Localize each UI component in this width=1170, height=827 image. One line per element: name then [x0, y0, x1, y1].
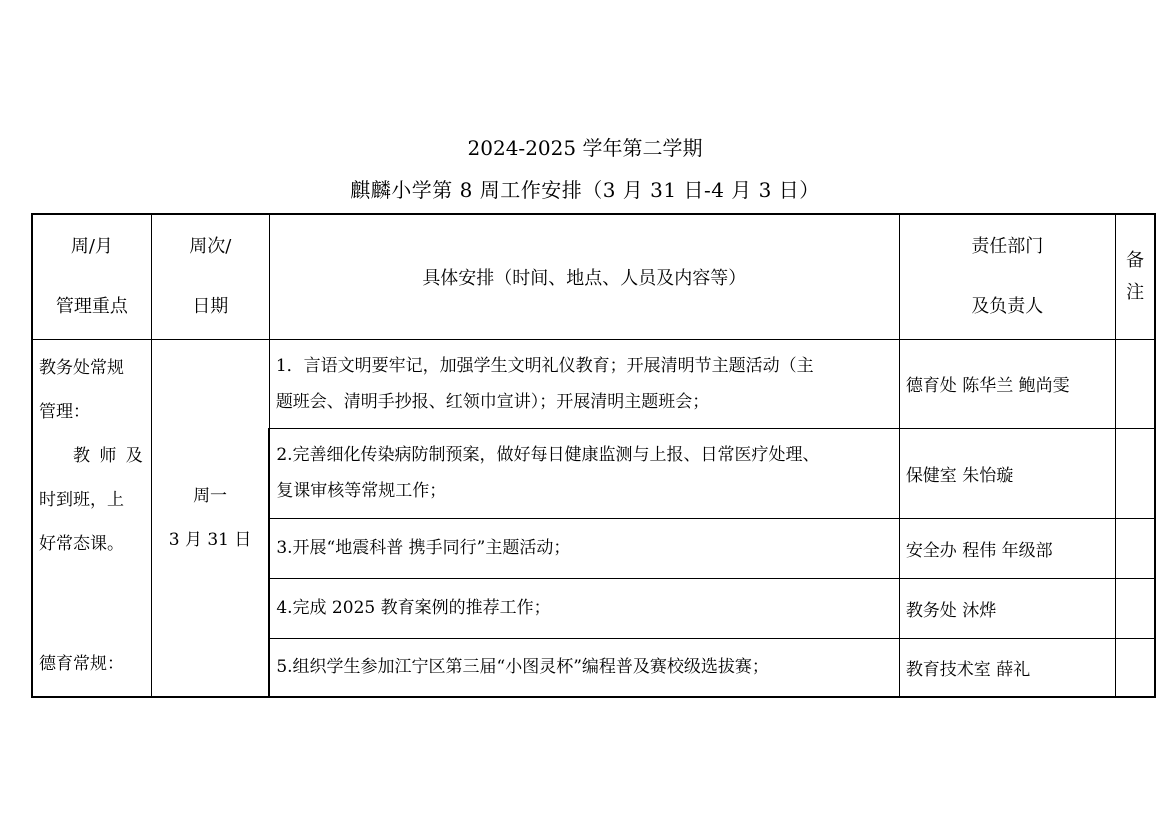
department-cell: 安全办 程伟 年级部	[899, 518, 1115, 578]
header-focus	[32, 214, 151, 339]
weekday-label: 周一	[193, 485, 228, 506]
remark-cell	[1115, 638, 1155, 697]
task-text: 4.完成 2025 教育案例的推荐工作；	[276, 598, 551, 618]
task-cell	[269, 339, 899, 428]
task-cell	[269, 518, 899, 578]
remark-cell	[1115, 578, 1155, 638]
department-cell: 教务处 沐烨	[899, 578, 1115, 638]
header-row	[32, 214, 1155, 339]
focus-line: 教务处常规	[39, 357, 124, 378]
task-text: 2.完善细化传染病防制预案，做好每日健康监测与上报、日常医疗处理、	[276, 445, 820, 465]
department-cell: 教育技术室 薛礼	[899, 638, 1115, 697]
focus-line: 管理：	[39, 401, 90, 422]
task-text: 题班会、清明手抄报、红领巾宣讲）；开展清明主题班会；	[275, 391, 710, 412]
header-remark	[1115, 214, 1155, 339]
header-remark-line2: 注	[1126, 281, 1145, 303]
remark-cell	[1115, 428, 1155, 518]
table-row	[32, 339, 1155, 428]
focus-line: 时到班，上	[39, 489, 124, 510]
task-text: 复课审核等常规工作；	[276, 481, 447, 501]
header-department	[899, 214, 1115, 339]
management-focus-cell	[32, 339, 151, 697]
header-week-date	[151, 214, 269, 339]
day-date-cell	[151, 339, 269, 697]
header-week-line1: 周次/	[189, 235, 232, 257]
task-cell	[269, 428, 899, 518]
department-cell: 保健室 朱怡璇	[899, 428, 1115, 518]
focus-line: 好常态课。	[39, 533, 124, 554]
header-focus-line1: 周/月	[70, 235, 113, 257]
header-arrangement: 具体安排（时间、地点、人员及内容等）	[269, 214, 899, 339]
date-label: 3 月 31 日	[168, 529, 252, 550]
remark-cell	[1115, 339, 1155, 428]
header-focus-line2: 管理重点	[55, 295, 128, 317]
header-dept-line1: 责任部门	[971, 235, 1044, 257]
department-cell: 德育处 陈华兰 鲍尚雯	[899, 339, 1115, 428]
header-remark-line1: 备	[1126, 249, 1145, 271]
header-week-line2: 日期	[192, 295, 229, 317]
focus-line: 教 师 及	[73, 445, 145, 466]
document-title-schedule: 麒麟小学第 8 周工作安排（3 月 31 日-4 月 3 日）	[350, 178, 820, 202]
task-text: 5.组织学生参加江宁区第三届“小图灵杯”编程普及赛校级选拔赛；	[276, 657, 769, 678]
task-text: 3.开展“地震科普 携手同行”主题活动；	[276, 538, 571, 558]
task-cell	[269, 638, 899, 697]
document-title-term: 2024-2025 学年第二学期	[467, 136, 703, 160]
work-schedule-table	[31, 213, 1156, 698]
header-dept-line2: 及负责人	[971, 295, 1044, 317]
task-text: 1．言语文明要牢记，加强学生文明礼仪教育；开展清明节主题活动（主	[275, 355, 814, 376]
focus-line: 德育常规：	[39, 653, 124, 674]
remark-cell	[1115, 518, 1155, 578]
task-cell	[269, 578, 899, 638]
